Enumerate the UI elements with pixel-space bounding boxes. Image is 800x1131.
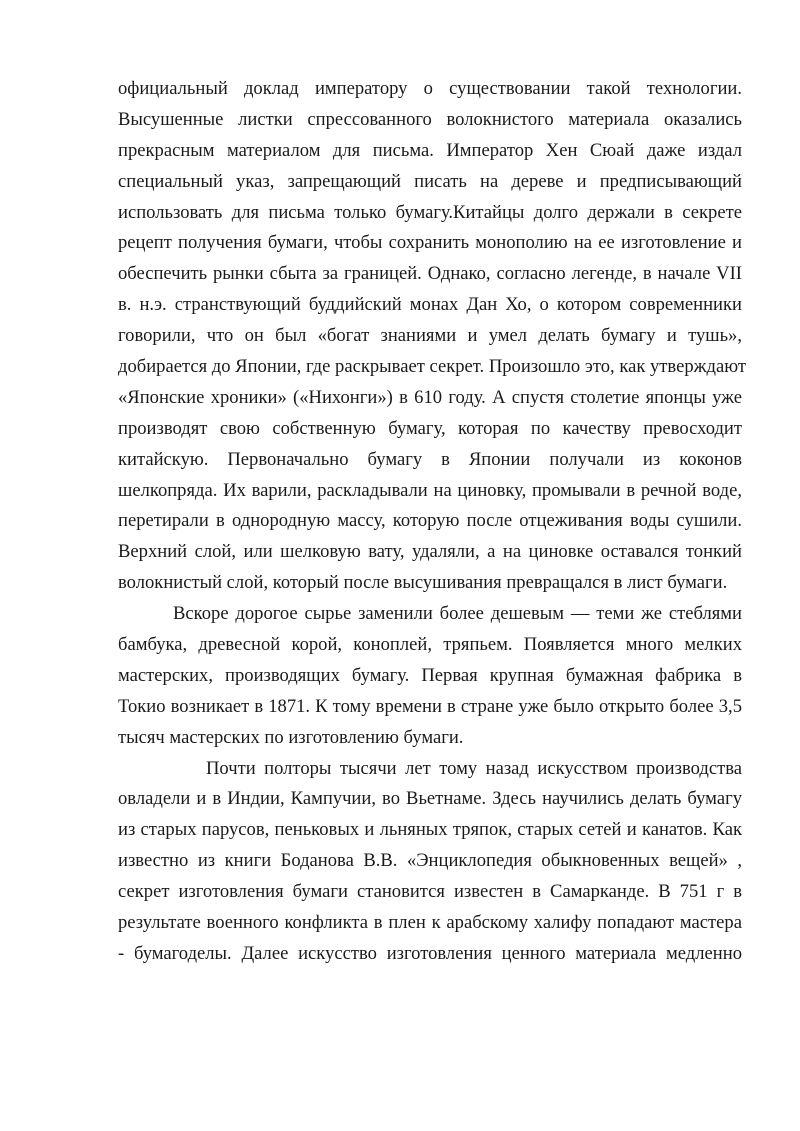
text-line: Верхний слой, или шелковую вату, удаляли, а на циновке оставался тонкий <box>118 541 742 563</box>
text-line: китайскую. Первоначально бумагу в Японии получали из коконов <box>118 448 742 470</box>
text-line: перетирали в однородную массу, которую после отцеживания воды сушили. <box>118 510 742 532</box>
text-line: обеспечить рынки сбыта за границей. Однако, согласно легенде, в начале VII <box>118 263 742 285</box>
body-text <box>118 74 746 970</box>
text-line: секрет изготовления бумаги становится известен в Самарканде. В 751 г в <box>118 881 742 903</box>
text-line: говорили, что он был «богат знаниями и умел делать бумагу и тушь», <box>118 325 742 347</box>
text-line: тысяч мастерских по изготовлению бумаги. <box>118 726 464 748</box>
text-line: волокнистый слой, который после высушивания превращался в лист бумаги. <box>118 572 728 594</box>
text-line: прекрасным материалом для письма. Император Хен Сюай даже издал <box>118 139 742 161</box>
text-line: использовать для письма только бумагу.Китайцы долго держали в секрете <box>118 201 742 223</box>
text-line: в. н.э. странствующий буддийский монах Дан Хо, о котором современники <box>118 294 742 316</box>
text-line: рецепт получения бумаги, чтобы сохранить монополию на ее изготовление и <box>118 232 742 254</box>
text-line: Токио возникает в 1871. К тому времени в стране уже было открыто более 3,5 <box>118 695 742 717</box>
text-line: известно из книги Боданова В.В. «Энциклопедия обыкновенных вещей» , <box>118 850 742 872</box>
text-line: из старых парусов, пеньковых и льняных тряпок, старых сетей и канатов. Как <box>118 819 742 841</box>
text-line: производят свою собственную бумагу, которая по качеству превосходит <box>118 417 742 439</box>
text-line: специальный указ, запрещающий писать на дереве и предписывающий <box>118 170 742 192</box>
text-line: мастерских, производящих бумагу. Первая крупная бумажная фабрика в <box>118 664 742 686</box>
text-line: Вскоре дорогое сырье заменили более дешевым — теми же стеблями <box>173 603 742 625</box>
text-line: - бумагоделы. Далее искусство изготовления ценного материала медленно <box>118 942 742 964</box>
text-line: результате военного конфликта в плен к арабскому халифу попадают мастера <box>118 912 742 934</box>
text-line: «Японские хроники» («Нихонги») в 610 году. А спустя столетие японцы уже <box>118 386 742 408</box>
text-line: Высушенные листки спрессованного волокнистого материала оказались <box>118 108 742 130</box>
text-line: добирается до Японии, где раскрывает секрет. Произошло это, как утверждают <box>118 356 746 378</box>
text-line: овладели и в Индии, Кампучии, во Вьетнаме. Здесь научились делать бумагу <box>118 788 742 810</box>
text-line: шелкопряда. Их варили, раскладывали на циновку, промывали в речной воде, <box>118 479 742 501</box>
text-line: бамбука, древесной корой, коноплей, тряпьем. Появляется много мелких <box>118 634 742 656</box>
text-line: официальный доклад императору о существовании такой технологии. <box>118 78 742 99</box>
text-line: Почти полторы тысячи лет тому назад искусством производства <box>206 757 742 779</box>
